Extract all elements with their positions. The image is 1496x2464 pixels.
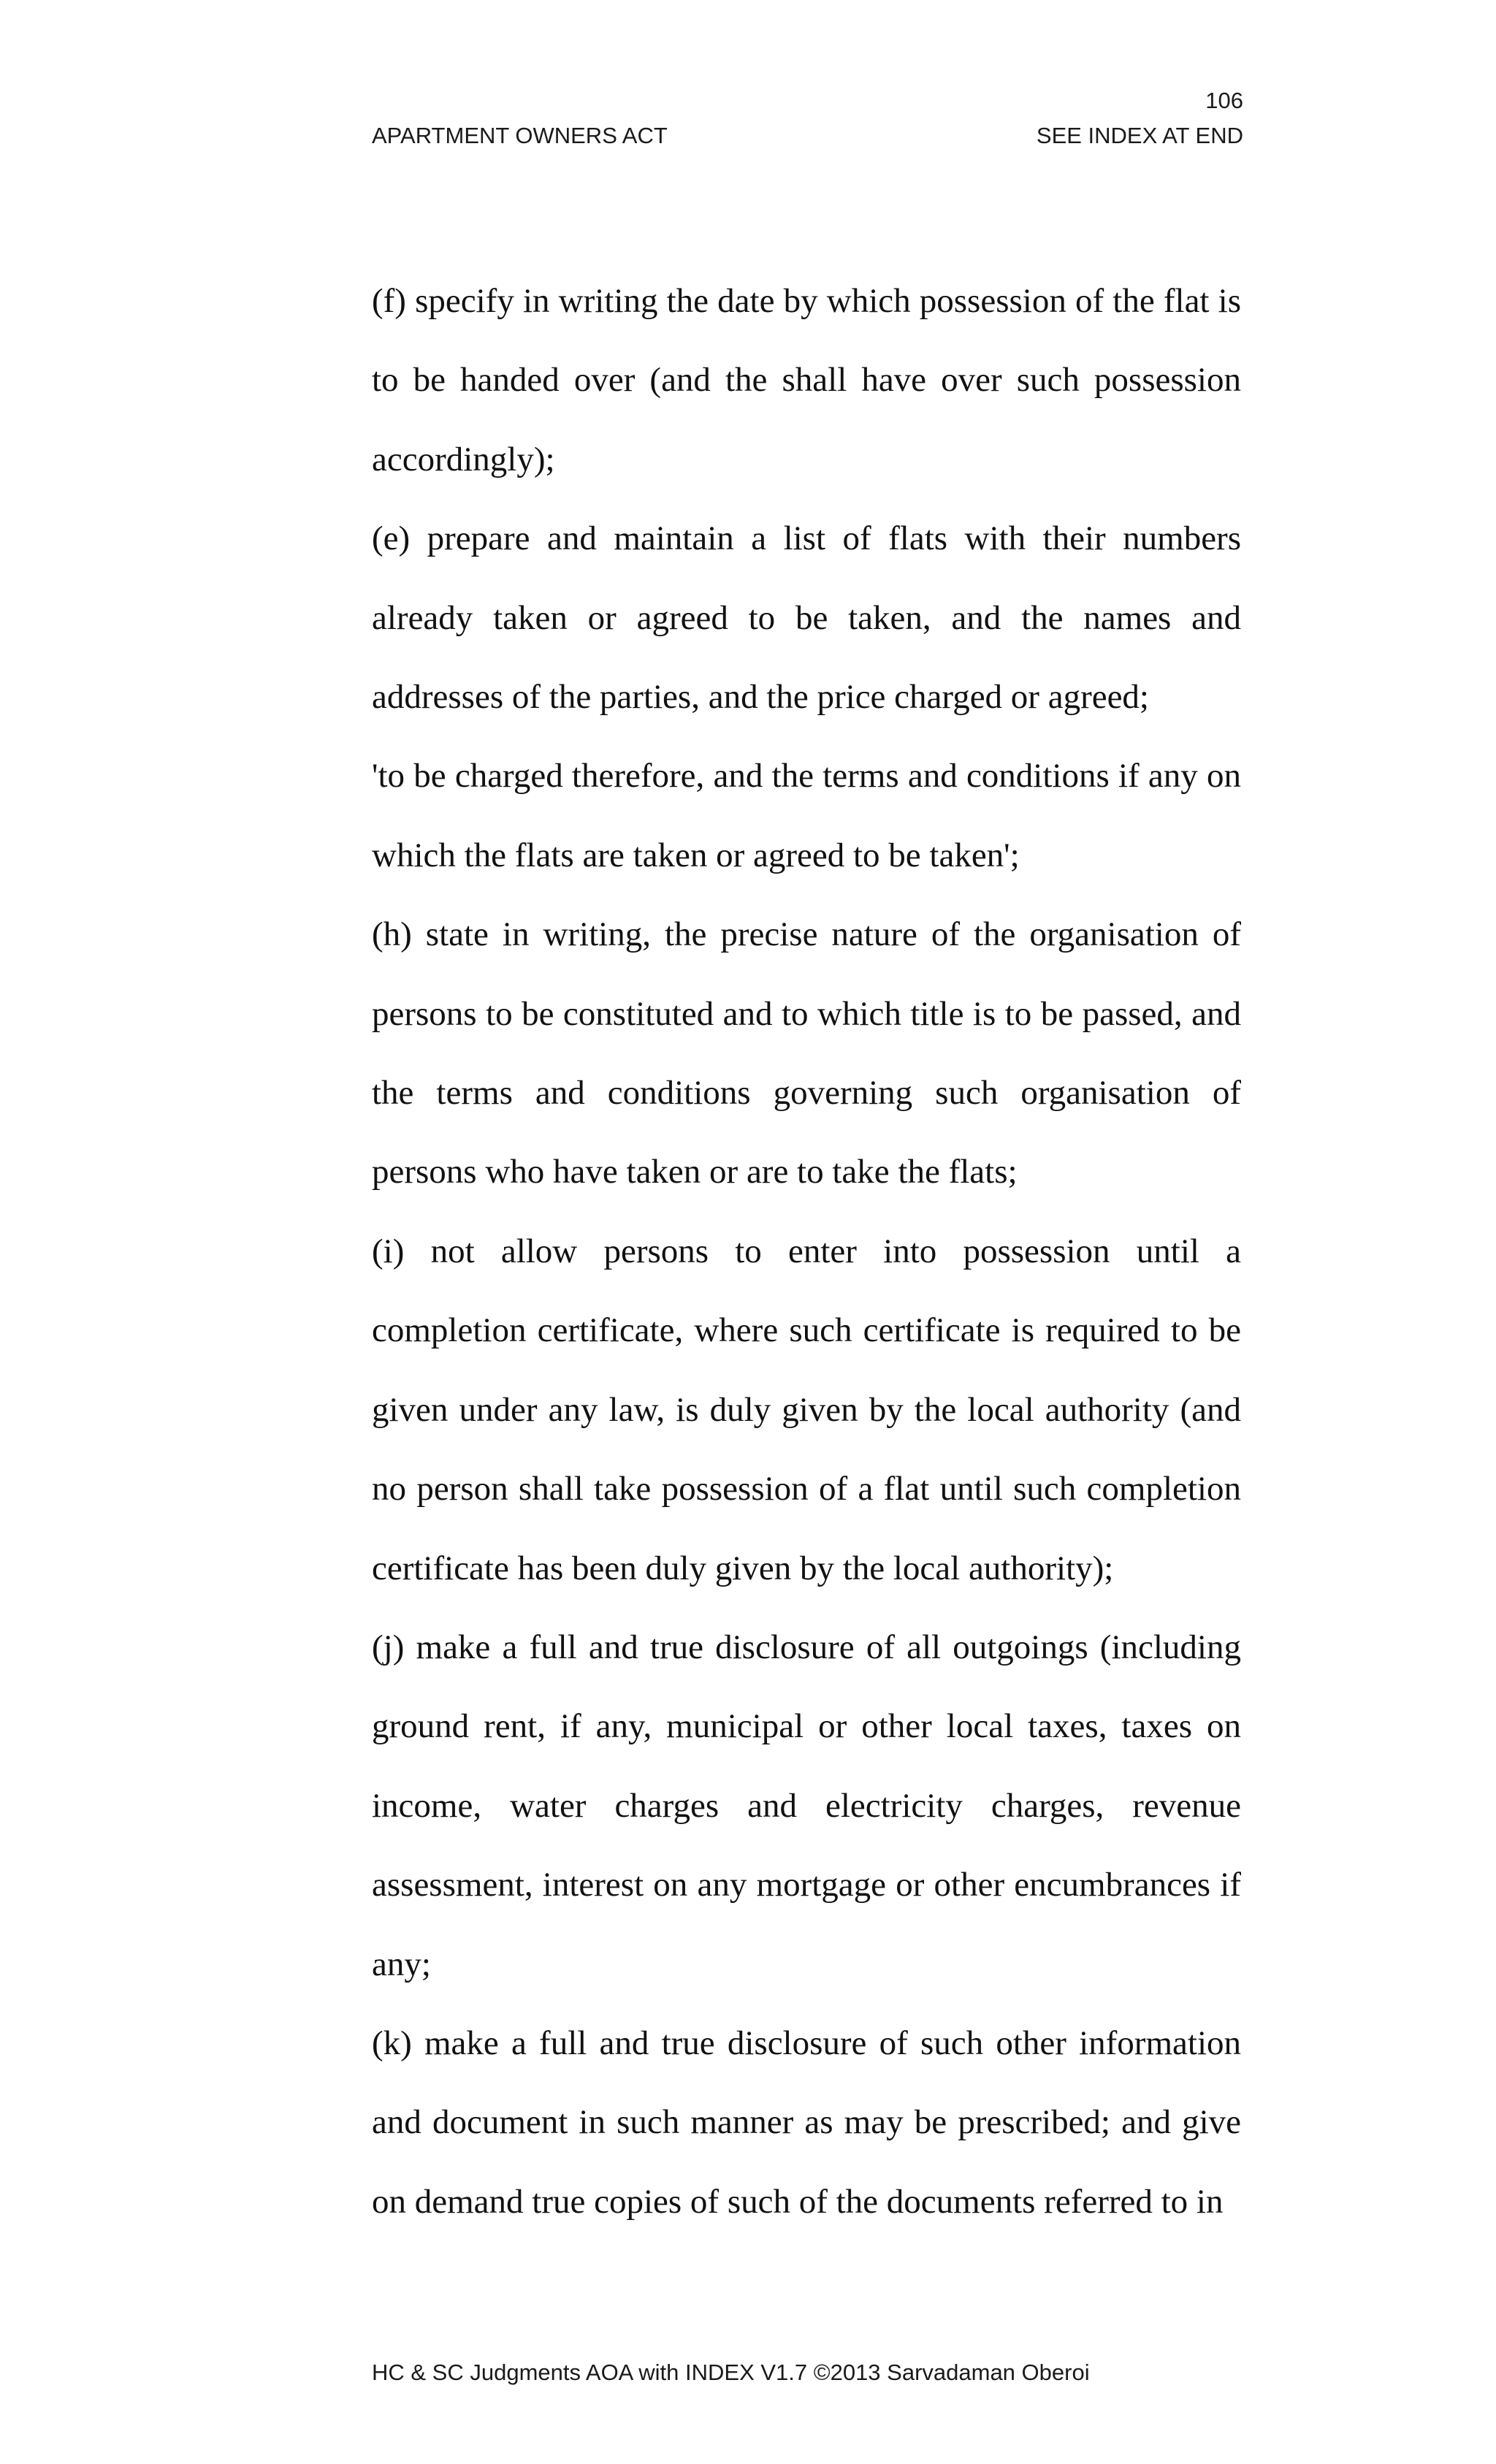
clause-i: (i) not allow persons to enter into possession until a completion certificate, where such certificate is required to be given under any law, is duly given by the local authority (and no person shall take possession of a flat until such completion certificate has been duly given by the local authority); bbox=[372, 1232, 1241, 1587]
running-header-title: APARTMENT OWNERS ACT bbox=[372, 123, 668, 148]
page-footer: HC & SC Judgments AOA with INDEX V1.7 ©2013 Sarvadaman Oberoi bbox=[372, 2360, 1090, 2385]
clause-j: (j) make a full and true disclosure of all outgoings (including ground rent, if any, municipal or other local taxes, taxes on income, water charges and electricity charges, revenue assessment, interest on any mortgage or other encumbrances if any; bbox=[372, 1628, 1241, 1983]
clause-e-continuation: 'to be charged therefore, and the terms and conditions if any on which the flats are taken or agreed to be taken'; bbox=[372, 757, 1241, 874]
clause-h: (h) state in writing, the precise nature of the organisation of persons to be constituted and to which title is to be passed, and the terms and conditions governing such organisation of persons who have taken or are to take the flats; bbox=[372, 915, 1241, 1191]
running-header-index-note: SEE INDEX AT END bbox=[1036, 123, 1243, 148]
document-body bbox=[372, 262, 1241, 2241]
clause-e: (e) prepare and maintain a list of flats with their numbers already taken or agreed to be taken, and the names and addresses of the parties, and the price charged or agreed; bbox=[372, 519, 1241, 717]
clause-k: (k) make a full and true disclosure of such other information and document in such manner as may be prescribed; and give on demand true copies of such of the documents referred to in bbox=[372, 2024, 1241, 2221]
page-number: 106 bbox=[1205, 88, 1243, 113]
clause-f: (f) specify in writing the date by which possession of the flat is to be handed over (and the shall have over such possession accordingly); bbox=[372, 282, 1241, 478]
